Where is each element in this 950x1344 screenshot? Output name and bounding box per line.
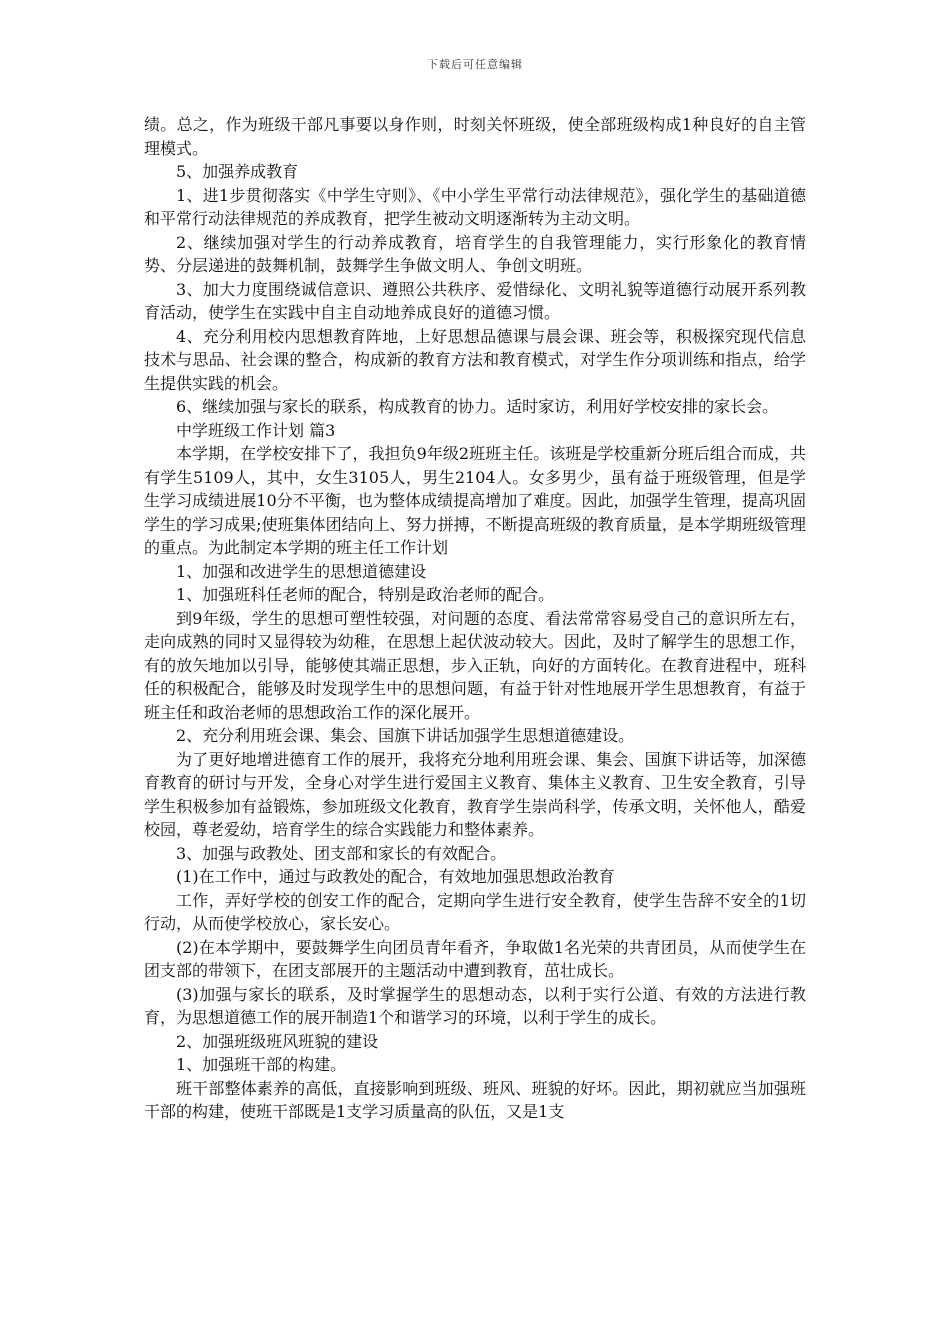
paragraph: 6、继续加强与家长的联系，构成教育的协力。适时家访，利用好学校安排的家长会。	[176, 397, 779, 416]
paragraph: 工作，弄好学校的创安工作的配合，定期向学生进行安全教育，使学生告辞不安全的1切行动，从而使学校放心，家长安心。	[144, 890, 806, 933]
paragraph: 班干部整体素养的高低，直接影响到班级、班风、班貌的好坏。因此，期初就应当加强班干部的构建，使班干部既是1支学习质量高的队伍，又是1支	[144, 1078, 806, 1121]
section-heading: 5、加强养成教育	[176, 162, 299, 181]
document-body	[144, 113, 806, 1124]
section-heading: 1、加强和改进学生的思想道德建设	[176, 561, 427, 581]
section-heading: 2、加强班级班风班貌的建设	[176, 1031, 379, 1051]
subsection-heading: 2、充分利用班会课、集会、国旗下讲话加强学生思想道德建设。	[176, 726, 635, 745]
paragraph: 1、进1步贯彻落实《中学生守则》、《中小学生平常行动法律规范》，强化学生的基础道德和平常行动法律规范的养成教育，把学生被动文明逐渐转为主动文明。	[144, 185, 806, 228]
subsection-heading: 3、加强与政教处、团支部和家长的有效配合。	[176, 843, 507, 863]
section-title: 中学班级工作计划 篇3	[176, 420, 336, 440]
paragraph: 到9年级，学生的思想可塑性较强，对问题的态度、看法常常容易受自己的意识所左右，走向成熟的同时又显得较为幼稚，在思想上起伏波动较大。因此，及时了解学生的思想工作，有的放矢地加以引导，能够使其端正思想，步入正轨，向好的方面转化。在教育进程中，班科任的积极配合，能够及时发现学生中的思想问题，有益于针对性地展开学生思想教育，有益于班主任和政治老师的思想政治工作的深化展开。	[144, 608, 806, 722]
paragraph: (1)在工作中，通过与政教处的配合，有效地加强思想政治教育	[176, 867, 615, 886]
paragraph: 本学期，在学校安排下了，我担负9年级2班班主任。该班是学校重新分班后组合而成，共有学生5109人，其中，女生3105人，男生2104人。女多男少，虽有益于班级管理，但是学生学习成绩进展10分不平衡，也为整体成绩提高增加了难度。因此，加强学生管理，提高巩固学生的学习成果;使班集体团结向上、努力拼搏，不断提高班级的教育质量，是本学期班级管理的重点。为此制定本学期的班主任工作计划	[144, 444, 806, 557]
paragraph: 为了更好地增进德育工作的展开，我将充分地利用班会课、集会、国旗下讲话等，加深德育教育的研讨与开发，全身心对学生进行爱国主义教育、集体主义教育、卫生安全教育，引导学生积极参加有益锻炼，参加班级文化教育，教育学生崇尚科学，传承文明，关怀他人，酷爱校园，尊老爱幼，培育学生的综合实践能力和整体素养。	[144, 749, 806, 839]
page-header: 下载后可任意编辑	[427, 58, 523, 71]
paragraph: 2、继续加强对学生的行动养成教育，培育学生的自我管理能力，实行形象化的教育情势、分层递进的鼓舞机制，鼓舞学生争做文明人、争创文明班。	[144, 232, 806, 275]
subsection-heading: 1、加强班干部的构建。	[176, 1055, 347, 1074]
paragraph: 3、加大力度围绕诚信意识、遵照公共秩序、爱惜绿化、文明礼貌等道德行动展开系列教育活动，使学生在实践中自主自动地养成良好的道德习惯。	[144, 279, 806, 322]
paragraph: 4、充分利用校内思想教育阵地，上好思想品德课与晨会课、班会等，积极探究现代信息技术与思品、社会课的整合，构成新的教育方法和教育模式，对学生作分项训练和指点，给学生提供实践的机会。	[144, 326, 806, 393]
paragraph: (2)在本学期中，要鼓舞学生向团员青年看齐，争取做1名光荣的共青团员，从而使学生在团支部的带领下，在团支部展开的主题活动中遭到教育，茁壮成长。	[144, 937, 806, 980]
subsection-heading: 1、加强班科任老师的配合，特别是政治老师的配合。	[176, 585, 555, 604]
paragraph: 绩。总之，作为班级干部凡事要以身作则，时刻关怀班级，使全部班级构成1种良好的自主管理模式。	[144, 115, 806, 158]
paragraph: (3)加强与家长的联系，及时掌握学生的思想动态，以利于实行公道、有效的方法进行教育，为思想道德工作的展开制造1个和谐学习的环境，以利于学生的成长。	[144, 984, 806, 1027]
